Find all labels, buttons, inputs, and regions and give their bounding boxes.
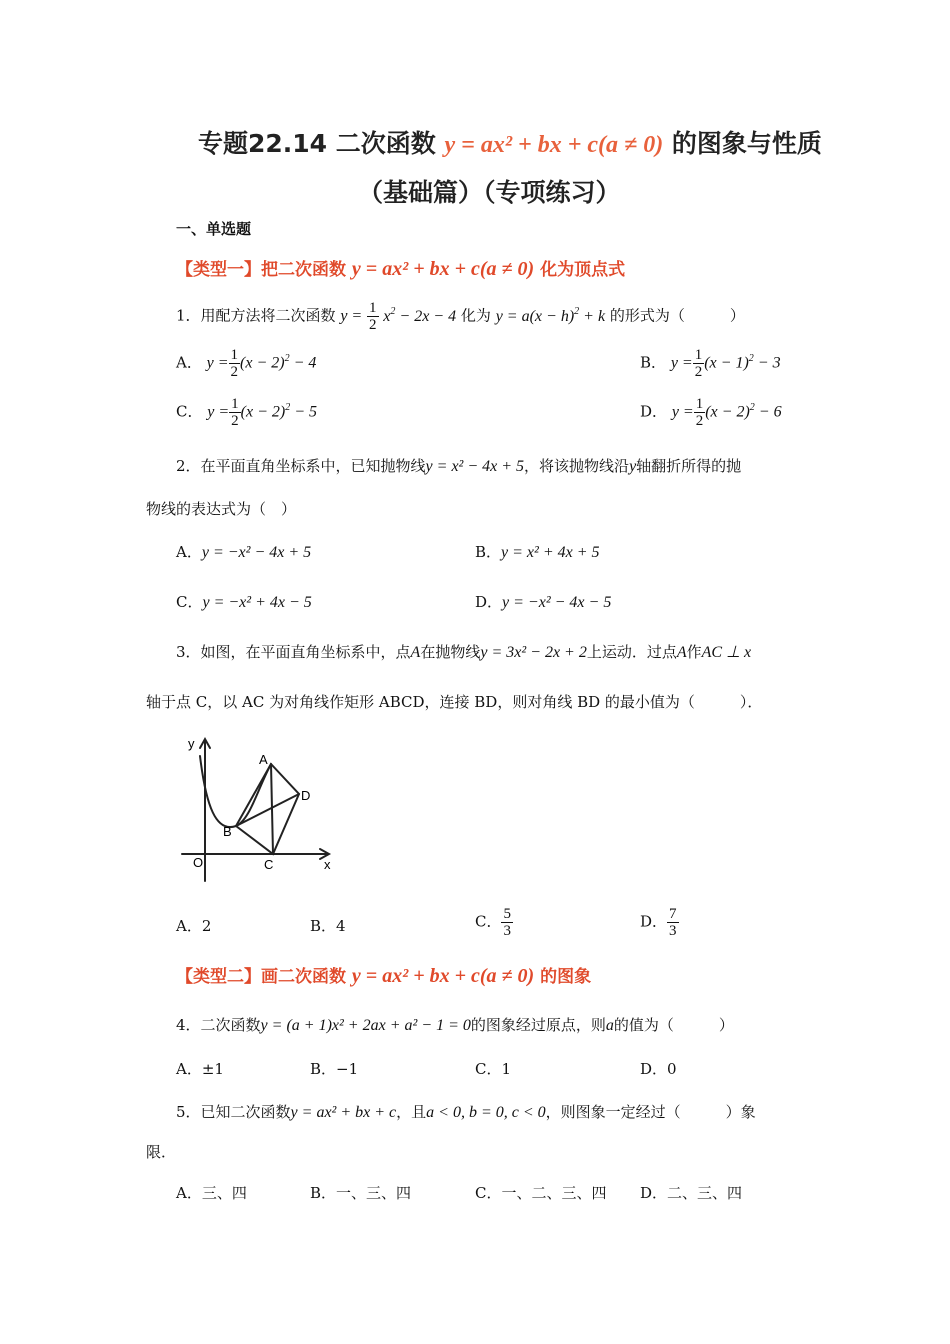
type1-heading xyxy=(176,255,625,281)
title-suffix: 的图象与性质 xyxy=(671,129,822,158)
q3-option-a[interactable]: A．2 xyxy=(176,917,212,935)
question-2-line2: 物线的表达式为（ ） xyxy=(146,500,297,518)
q2-option-a[interactable]: A．y = −x² − 4x + 5 xyxy=(176,543,312,561)
q4-option-b[interactable]: B．−1 xyxy=(310,1060,359,1078)
section-heading: 一、单选题 xyxy=(176,220,252,238)
q5-option-c[interactable]: C．一、二、三、四 xyxy=(475,1184,607,1202)
type1-suffix: 化为顶点式 xyxy=(540,260,626,280)
title-prefix: 专题22.14 二次函数 xyxy=(198,129,436,158)
label-x: x xyxy=(324,857,331,872)
q1-text2: 化为 xyxy=(460,306,491,325)
title-math: y = ax² + bx + c(a ≠ 0) xyxy=(444,132,664,158)
q1-text3: 的形式为（ ） xyxy=(609,306,745,325)
q1-text: 1．用配方法将二次函数 xyxy=(176,306,336,325)
question-3-line2: 轴于点 C，以 AC 为对角线作矩形 ABCD，连接 BD，则对角线 BD 的最小值为（ ）． xyxy=(146,693,763,711)
page-subtitle: （基础篇）（专项练习） xyxy=(358,178,621,207)
q4-option-a[interactable]: A．±1 xyxy=(176,1060,224,1078)
page-title xyxy=(198,124,822,160)
type1-label: 【类型一】把二次函数 xyxy=(176,260,346,280)
q1-option-c[interactable]: C． y = $\frac{1}{2}$ $(x - 2)^2 - 5$ xyxy=(176,396,318,429)
question-4: 4．二次函数y = (a + 1)x² + 2ax + a² − 1 = 0的图象经过原点，则a的值为（ ） xyxy=(176,1016,734,1034)
q3-option-d[interactable]: D． $\frac{7}{3}$ xyxy=(640,906,677,939)
type2-math: y = ax² + bx + c(a ≠ 0) xyxy=(351,965,535,987)
q3-option-b[interactable]: B．4 xyxy=(310,917,346,935)
q1-option-d[interactable]: D． y = $\frac{1}{2}$ $(x - 2)^2 - 6$ xyxy=(640,396,782,429)
q4-option-d[interactable]: D．0 xyxy=(640,1060,677,1078)
question-5-line2: 限． xyxy=(146,1143,177,1161)
type2-label: 【类型二】画二次函数 xyxy=(176,967,346,987)
label-y: y xyxy=(188,736,195,751)
q2-option-d[interactable]: D．y = −x² − 4x − 5 xyxy=(475,593,612,611)
q3-option-c[interactable]: C． $\frac{5}{3}$ xyxy=(475,906,511,939)
question-1: 1．用配方法将二次函数 y = $\frac{1}{2}$ $x^2 - 2x - 4$ 化为 $y = a(x - h)^2 + k$ 的形式为（ ） xyxy=(176,300,745,333)
q5-option-b[interactable]: B．一、三、四 xyxy=(310,1184,412,1202)
question-3: 3．如图，在平面直角坐标系中，点A在抛物线y = 3x² − 2x + 2上运动．过点A作AC ⊥ x xyxy=(176,643,752,661)
label-a: A xyxy=(259,752,268,767)
q3-figure xyxy=(178,728,338,888)
q5-option-d[interactable]: D．二、三、四 xyxy=(640,1184,743,1202)
q5-option-a[interactable]: A．三、四 xyxy=(176,1184,247,1202)
q1-option-b[interactable]: B． y = $\frac{1}{2}$ $(x - 1)^2 - 3$ xyxy=(640,347,781,380)
q2-option-b[interactable]: B．y = x² + 4x + 5 xyxy=(475,543,600,561)
label-o: O xyxy=(193,855,204,870)
label-d: D xyxy=(301,788,311,803)
question-5: 5．已知二次函数y = ax² + bx + c，且a < 0, b = 0, c < 0，则图象一定经过（ ）象 xyxy=(176,1103,756,1121)
type1-math: y = ax² + bx + c(a ≠ 0) xyxy=(351,258,535,280)
q2-option-c[interactable]: C．y = −x² + 4x − 5 xyxy=(176,593,312,611)
q1-option-a[interactable]: A． y = $\frac{1}{2}$ $(x - 2)^2 - 4$ xyxy=(176,347,317,380)
label-c: C xyxy=(264,857,274,872)
type2-suffix: 的图象 xyxy=(540,967,592,987)
question-2: 2．在平面直角坐标系中，已知抛物线y = x² − 4x + 5，将该抛物线沿y轴翻折所得的抛 xyxy=(176,457,742,475)
q4-option-c[interactable]: C．1 xyxy=(475,1060,512,1078)
label-b: B xyxy=(223,824,232,839)
type2-heading xyxy=(176,962,591,988)
